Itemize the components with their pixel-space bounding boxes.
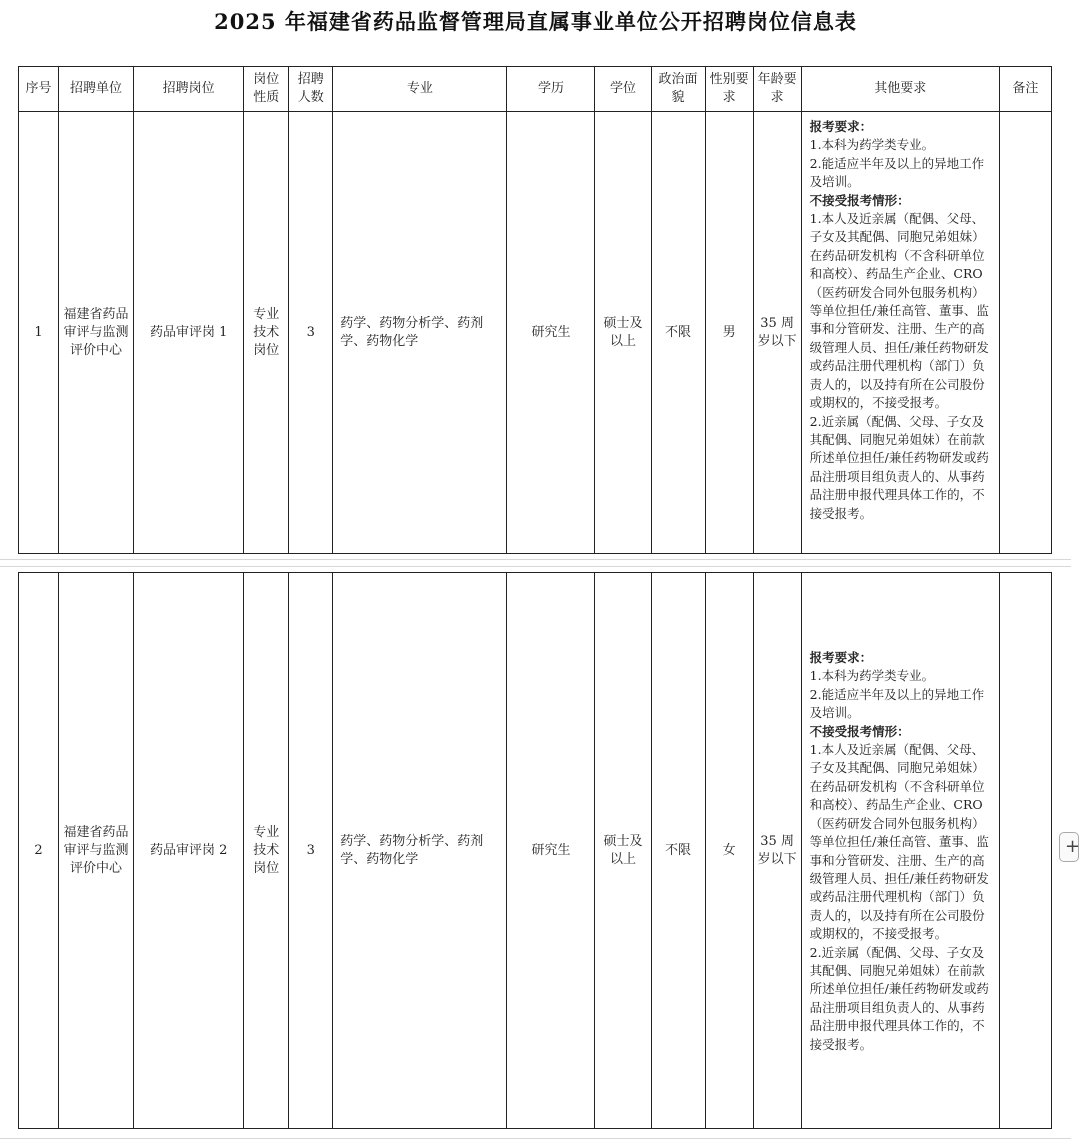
exclusion-heading: 不接受报考情形： (809, 723, 910, 739)
cell-nature: 专业技术岗位 (244, 112, 289, 554)
header-political: 政治面貌 (651, 67, 705, 112)
header-note: 备注 (999, 67, 1051, 112)
header-unit: 招聘单位 (59, 67, 134, 112)
req-item: 1.本科为药学类专业。 (809, 137, 935, 153)
cell-seq: 2 (19, 573, 59, 1129)
table-row (19, 573, 1052, 1129)
cell-education: 研究生 (507, 112, 595, 554)
header-count: 招聘人数 (289, 67, 333, 112)
header-major: 专业 (333, 67, 507, 112)
cell-unit: 福建省药品审评与监测评价中心 (59, 573, 134, 1129)
cell-note (999, 573, 1051, 1129)
cell-degree: 硕士及以上 (595, 573, 651, 1129)
table-row (19, 112, 1052, 554)
cell-count: 3 (289, 573, 333, 1129)
cell-major: 药学、药物分析学、药剂学、药物化学 (333, 573, 507, 1129)
cell-nature: 专业技术岗位 (244, 573, 289, 1129)
expand-button[interactable]: + (1059, 832, 1079, 862)
page-break-line (0, 1138, 1071, 1139)
cell-post: 药品审评岗 2 (134, 573, 244, 1129)
req-heading: 报考要求： (809, 119, 873, 134)
header-other-req: 其他要求 (801, 67, 999, 112)
exclusion-heading: 不接受报考情形： (809, 192, 910, 208)
recruitment-table-page-1 (18, 66, 1052, 554)
exclusion-item: 2.近亲属（配偶、父母、子女及其配偶、同胞兄弟姐妹）在前款所述单位担任/兼任药物研发或药品注册项目组负责人的、从事药品注册申报代理具体工作的，不接受报考。 (809, 413, 989, 521)
cell-unit: 福建省药品审评与监测评价中心 (59, 112, 134, 554)
cell-note (999, 112, 1051, 554)
cell-political: 不限 (651, 573, 705, 1129)
header-post: 招聘岗位 (134, 67, 244, 112)
req-item: 1.本科为药学类专业。 (809, 668, 935, 684)
cell-age: 35 周岁以下 (753, 112, 801, 554)
req-item: 2.能适应半年及以上的异地工作及培训。 (809, 686, 985, 721)
page-title: 2025 年福建省药品监督管理局直属事业单位公开招聘岗位信息表 (214, 9, 857, 34)
cell-education: 研究生 (507, 573, 595, 1129)
cell-post: 药品审评岗 1 (134, 112, 244, 554)
cell-seq: 1 (19, 112, 59, 554)
page-break-line (0, 559, 1071, 560)
cell-other-requirements (801, 573, 999, 1129)
cell-political: 不限 (651, 112, 705, 554)
cell-age: 35 周岁以下 (753, 573, 801, 1129)
req-item: 2.能适应半年及以上的异地工作及培训。 (809, 155, 985, 190)
cell-gender: 女 (705, 573, 753, 1129)
cell-other-requirements (801, 112, 999, 554)
exclusion-item: 1.本人及近亲属（配偶、父母、子女及其配偶、同胞兄弟姐妹）在药品研发机构（不含科研单位和高校）、药品生产企业、CRO（医药研发合同外包服务机构）等单位担任/兼任高管、董事、监事和分管研发、注册、生产的高级管理人员、担任/兼任药物研发或药品注册代理机构（部门）负责人的，以及持有所在公司股份或期权的，不接受报考。 (809, 211, 989, 411)
header-education: 学历 (507, 67, 595, 112)
req-heading: 报考要求： (809, 650, 873, 666)
cell-major: 药学、药物分析学、药剂学、药物化学 (333, 112, 507, 554)
header-age: 年龄要求 (753, 67, 801, 112)
header-gender: 性别要求 (705, 67, 753, 112)
header-nature: 岗位性质 (244, 67, 289, 112)
cell-count: 3 (289, 112, 333, 554)
header-degree: 学位 (595, 67, 651, 112)
header-seq: 序号 (19, 67, 59, 112)
table-header-row (19, 67, 1052, 112)
cell-gender: 男 (705, 112, 753, 554)
cell-degree: 硕士及以上 (595, 112, 651, 554)
exclusion-item: 2.近亲属（配偶、父母、子女及其配偶、同胞兄弟姐妹）在前款所述单位担任/兼任药物研发或药品注册项目组负责人的、从事药品注册申报代理具体工作的，不接受报考。 (809, 944, 989, 1052)
recruitment-table-page-2 (18, 572, 1052, 1129)
page-break-line (0, 566, 1071, 567)
exclusion-item: 1.本人及近亲属（配偶、父母、子女及其配偶、同胞兄弟姐妹）在药品研发机构（不含科研单位和高校）、药品生产企业、CRO（医药研发合同外包服务机构）等单位担任/兼任高管、董事、监事和分管研发、注册、生产的高级管理人员、担任/兼任药物研发或药品注册代理机构（部门）负责人的，以及持有所在公司股份或期权的，不接受报考。 (809, 742, 989, 942)
